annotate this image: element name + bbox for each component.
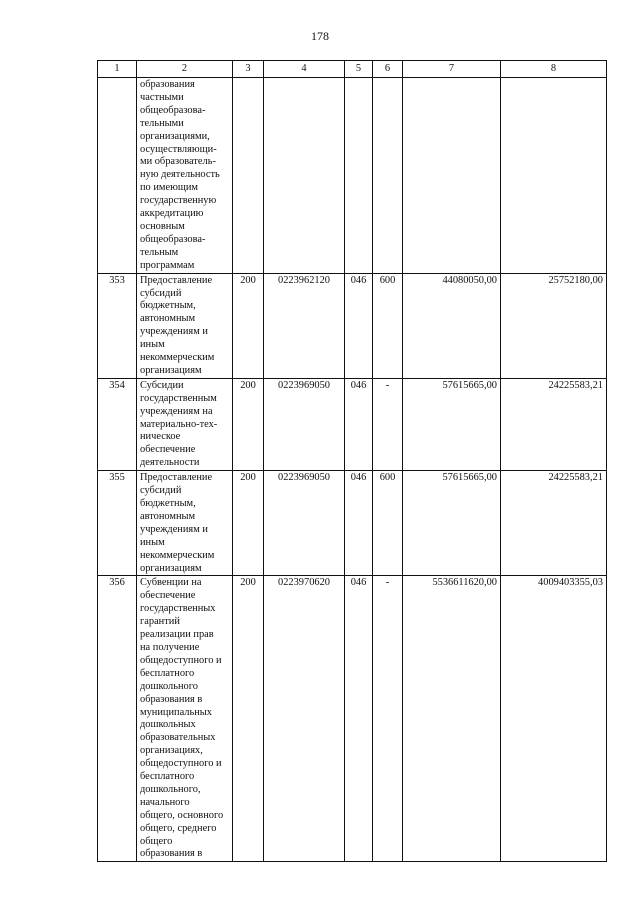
row-number-cell: 356 — [98, 576, 137, 862]
expense-type-cell: - — [373, 378, 403, 470]
item-name-cell — [137, 273, 233, 378]
expense-type-cell: 600 — [373, 471, 403, 576]
item-name-line: деятельности — [140, 457, 200, 469]
code-cell: 200 — [233, 576, 264, 862]
item-name-line: иным — [140, 339, 165, 351]
target-article-cell — [264, 78, 345, 274]
item-name-line: некоммерческим — [140, 352, 215, 364]
table-row — [98, 576, 607, 862]
item-name-line: автономным — [140, 313, 196, 325]
item-name-line: субсидий — [140, 287, 182, 299]
item-name-line: программам — [140, 259, 195, 271]
item-name-line: Предоставление — [140, 472, 213, 484]
table-row — [98, 378, 607, 470]
item-name-line: образовательных — [140, 732, 216, 744]
item-name-line: образования в — [140, 693, 203, 705]
item-name-line: дошкольных — [140, 719, 196, 731]
item-name-line: общедоступного и — [140, 654, 222, 666]
item-name-line: дошкольного — [140, 680, 198, 692]
expense-type-cell — [373, 78, 403, 274]
item-name-line: общего — [140, 835, 173, 847]
item-name-cell — [137, 576, 233, 862]
item-name-line: дошкольного, — [140, 783, 201, 795]
item-name-line: образования в — [140, 848, 203, 860]
column-header: 7 — [403, 61, 501, 78]
item-name-line: общего, среднего — [140, 822, 217, 834]
row-number-cell: 355 — [98, 471, 137, 576]
item-name-line: субсидий — [140, 485, 182, 497]
column-header: 8 — [501, 61, 607, 78]
table-row — [98, 78, 607, 274]
item-name-line: ми образователь- — [140, 156, 216, 168]
column-header: 5 — [345, 61, 373, 78]
item-name-cell — [137, 78, 233, 274]
expense-type-cell: - — [373, 576, 403, 862]
item-name-line: общедоступного и — [140, 758, 222, 770]
amount-approved-cell: 57615665,00 — [403, 378, 501, 470]
item-name-cell — [137, 471, 233, 576]
item-name-line: общеобразова- — [140, 104, 206, 116]
item-name-line: тельными — [140, 117, 184, 129]
amount-approved-cell — [403, 78, 501, 274]
table-row — [98, 273, 607, 378]
item-name-line: некоммерческим — [140, 549, 215, 561]
item-name-line: государственную — [140, 195, 217, 207]
amount-approved-cell: 57615665,00 — [403, 471, 501, 576]
column-header: 2 — [137, 61, 233, 78]
column-header: 4 — [264, 61, 345, 78]
item-name-line: материально-тех- — [140, 418, 218, 430]
item-name-line: по имеющим — [140, 182, 199, 194]
item-name-line: Субвенции на — [140, 577, 202, 589]
section-cell: 046 — [345, 378, 373, 470]
code-cell — [233, 78, 264, 274]
item-name-line: государственных — [140, 603, 216, 615]
item-name-line: ническое — [140, 431, 181, 443]
item-name-line: бюджетным, — [140, 300, 196, 312]
column-header: 6 — [373, 61, 403, 78]
section-cell: 046 — [345, 576, 373, 862]
item-name-line: реализации прав — [140, 629, 214, 641]
code-cell: 200 — [233, 378, 264, 470]
code-cell: 200 — [233, 273, 264, 378]
item-name-line: организациям — [140, 562, 202, 574]
amount-executed-cell: 24225583,21 — [501, 378, 607, 470]
target-article-cell: 0223969050 — [264, 378, 345, 470]
item-name-cell — [137, 378, 233, 470]
item-name-line: автономным — [140, 510, 196, 522]
target-article-cell: 0223970620 — [264, 576, 345, 862]
item-name-line: начального — [140, 796, 190, 808]
amount-executed-cell: 24225583,21 — [501, 471, 607, 576]
section-cell — [345, 78, 373, 274]
amount-approved-cell: 44080050,00 — [403, 273, 501, 378]
item-name-line: учреждениям на — [140, 405, 213, 417]
item-name-line: иным — [140, 536, 165, 548]
row-number-cell — [98, 78, 137, 274]
item-name-line: организациями, — [140, 130, 210, 142]
item-name-line: общего, основного — [140, 809, 224, 821]
row-number-cell: 353 — [98, 273, 137, 378]
item-name-line: ную деятельность — [140, 169, 220, 181]
budget-table — [97, 60, 607, 862]
amount-executed-cell: 4009403355,03 — [501, 576, 607, 862]
amount-executed-cell — [501, 78, 607, 274]
item-name-line: на получение — [140, 641, 200, 653]
section-cell: 046 — [345, 273, 373, 378]
item-name-line: организациям — [140, 364, 202, 376]
item-name-line: осуществляющи- — [140, 143, 217, 155]
section-cell: 046 — [345, 471, 373, 576]
item-name-line: муниципальных — [140, 706, 212, 718]
target-article-cell: 0223962120 — [264, 273, 345, 378]
target-article-cell: 0223969050 — [264, 471, 345, 576]
item-name-line: Субсидии — [140, 379, 184, 391]
item-name-line: общеобразова- — [140, 233, 206, 245]
expense-type-cell: 600 — [373, 273, 403, 378]
item-name-line: Предоставление — [140, 274, 213, 286]
item-name-line: учреждениям и — [140, 326, 208, 338]
amount-approved-cell: 5536611620,00 — [403, 576, 501, 862]
item-name-line: образования — [140, 79, 195, 90]
amount-executed-cell: 25752180,00 — [501, 273, 607, 378]
column-header: 1 — [98, 61, 137, 78]
item-name-line: учреждениям и — [140, 523, 208, 535]
item-name-line: бесплатного — [140, 667, 195, 679]
item-name-line: основным — [140, 220, 185, 232]
table-body — [98, 78, 607, 862]
row-number-cell: 354 — [98, 378, 137, 470]
item-name-line: обеспечение — [140, 444, 196, 456]
column-header-row — [98, 61, 607, 78]
item-name-line: бюджетным, — [140, 498, 196, 509]
item-name-line: аккредитацию — [140, 208, 204, 220]
table-row — [98, 471, 607, 576]
item-name-line: обеспечение — [140, 590, 196, 602]
item-name-line: частными — [140, 91, 184, 103]
column-header: 3 — [233, 61, 264, 78]
item-name-line: государственным — [140, 392, 217, 404]
item-name-line: бесплатного — [140, 771, 195, 783]
page-number: 178 — [311, 29, 329, 43]
item-name-line: организациях, — [140, 745, 203, 757]
item-name-line: гарантий — [140, 616, 180, 628]
code-cell: 200 — [233, 471, 264, 576]
item-name-line: тельным — [140, 246, 179, 258]
